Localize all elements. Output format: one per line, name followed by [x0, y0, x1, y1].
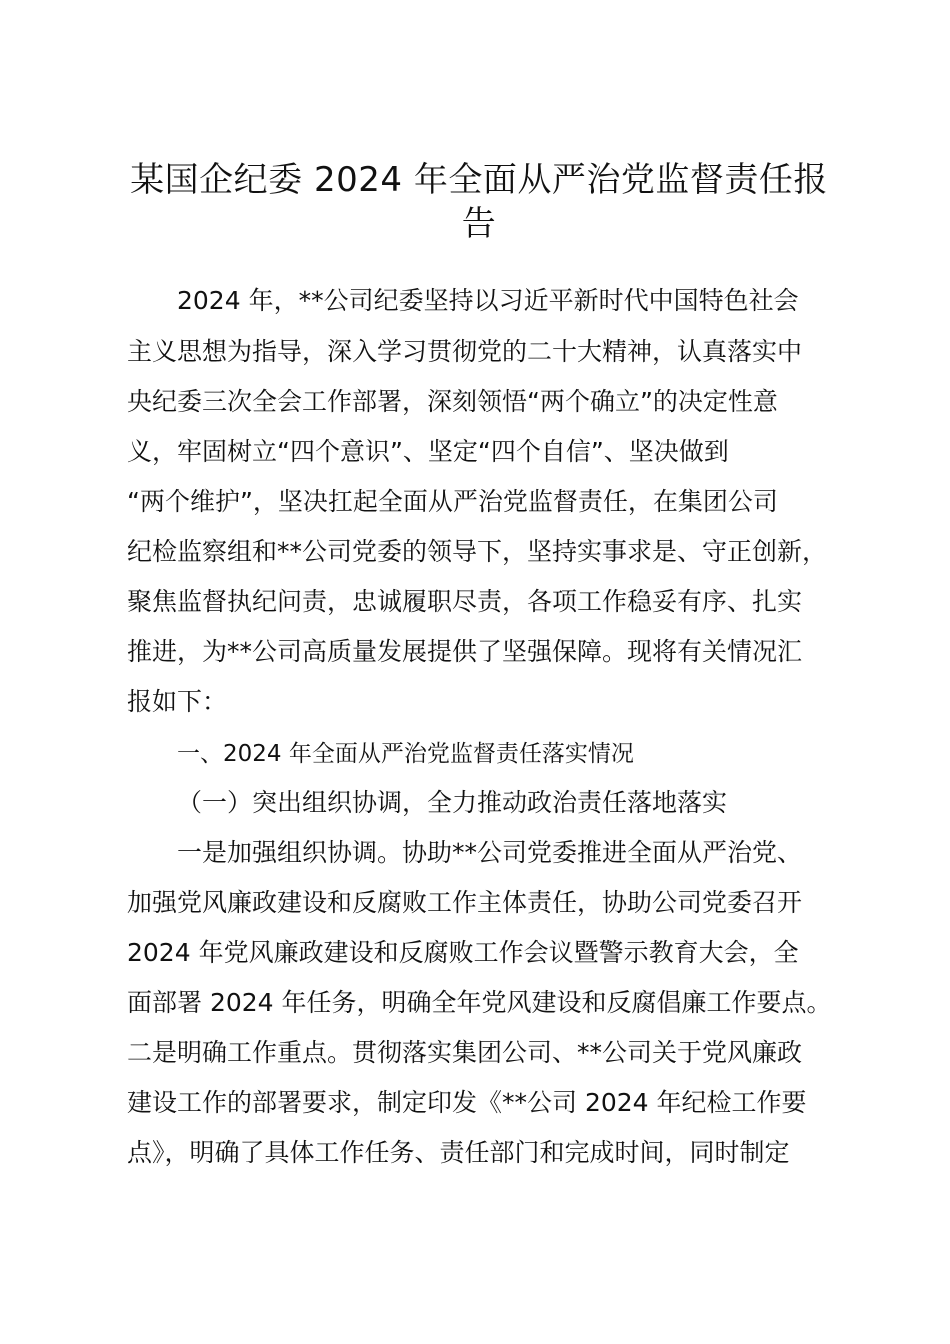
paragraph-line: “两个维护”，坚决扛起全面从严治党监督责任，在集团公司: [127, 487, 778, 516]
paragraph-line: 义，牢固树立“四个意识”、坚定“四个自信”、坚决做到: [127, 437, 729, 466]
paragraph-line: 推进，为**公司高质量发展提供了坚强保障。现将有关情况汇: [127, 637, 803, 666]
paragraph-line: 报如下：: [127, 687, 228, 716]
paragraph-line: 央纪委三次全会工作部署，深刻领悟“两个确立”的决定性意: [127, 387, 778, 416]
paragraph-line: 二是明确工作重点。贯彻落实集团公司、**公司关于党风廉政: [127, 1038, 803, 1067]
paragraph-line: 聚焦监督执纪问责，忠诚履职尽责，各项工作稳妥有序、扎实: [127, 587, 803, 616]
subsection-heading: （一）突出组织协调，全力推动政治责任落地落实: [177, 788, 728, 817]
paragraph-line: 建设工作的部署要求，制定印发《**公司 2024 年纪检工作要: [127, 1088, 807, 1117]
paragraph-line: 纪检监察组和**公司党委的领导下，坚持实事求是、守正创新，: [127, 537, 828, 566]
document-title: [118, 158, 840, 246]
paragraph-line: 一是加强组织协调。协助**公司党委推进全面从严治党、: [177, 838, 803, 867]
paragraph-line: 2024 年，**公司纪委坚持以习近平新时代中国特色社会: [177, 286, 799, 315]
paragraph-line: 主义思想为指导，深入学习贯彻党的二十大精神，认真落实中: [127, 337, 803, 366]
title-line-1: 某国企纪委 2024 年全面从严治党监督责任报: [130, 160, 828, 200]
paragraph-line: 点》，明确了具体工作任务、责任部门和完成时间，同时制定: [127, 1138, 790, 1167]
paragraph-line: 面部署 2024 年任务，明确全年党风建设和反腐倡廉工作要点。: [127, 988, 832, 1017]
section-heading: 一、2024 年全面从严治党监督责任落实情况: [177, 741, 634, 767]
paragraph-line: 2024 年党风廉政建设和反腐败工作会议暨警示教育大会，全: [127, 938, 799, 967]
title-line-2: 告: [461, 204, 497, 244]
paragraph-line: 加强党风廉政建设和反腐败工作主体责任，协助公司党委召开: [127, 888, 803, 917]
